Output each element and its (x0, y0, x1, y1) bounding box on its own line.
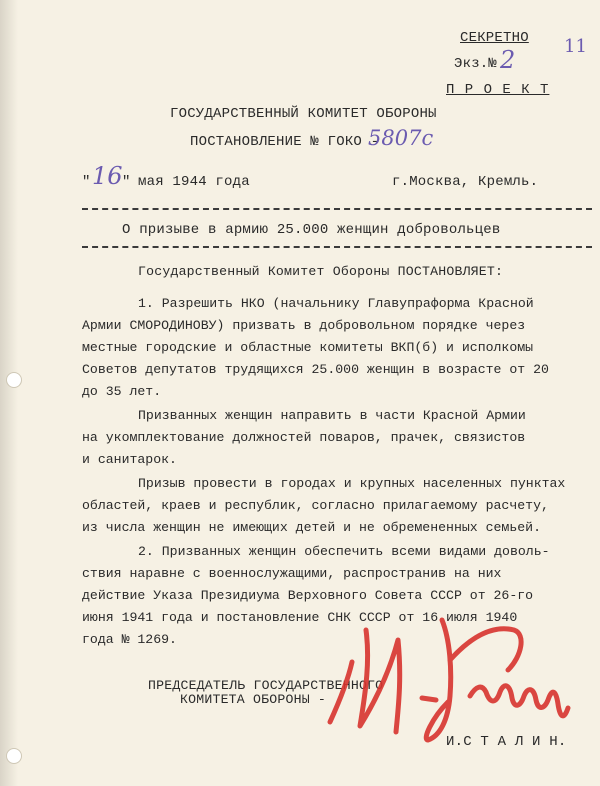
body-line: 2. Призванных женщин обеспечить всеми видами доволь- (138, 544, 550, 559)
date-close-quote: " (122, 174, 131, 190)
signatory-title-line1: ПРЕДСЕДАТЕЛЬ ГОСУДАРСТВЕННОГО (148, 678, 384, 693)
body-line: года № 1269. (82, 632, 177, 647)
place: г.Москва, Кремль. (392, 174, 539, 190)
handwritten-signature (300, 600, 590, 750)
page-edge-shadow (0, 0, 18, 786)
secret-stamp: СЕКРЕТНО (460, 30, 529, 46)
body-line: ствия наравне с военнослужащими, распространив на них (82, 566, 502, 581)
divider-bottom (82, 246, 592, 248)
body-line: июня 1941 года и постановление СНК СССР от 16 июля 1940 (82, 610, 518, 625)
binder-hole (6, 372, 22, 388)
date-day-handwritten: 16 (92, 162, 123, 190)
body-line: на укомплектование должностей поваров, прачек, связистов (82, 430, 526, 445)
body-line: 1. Разрешить НКО (начальнику Главупраформа Красной (138, 296, 534, 311)
date-month-year: мая 1944 года (138, 174, 250, 190)
divider-top (82, 208, 592, 210)
body-line: областей, краев и республик, согласно прилагаемому расчету, (82, 498, 549, 513)
committee-title: ГОСУДАРСТВЕННЫЙ КОМИТЕТ ОБОРОНЫ (170, 106, 437, 122)
decree-number-handwritten: 5807с (368, 126, 434, 150)
intro-line: Государственный Комитет Обороны ПОСТАНОВЛЯЕТ: (138, 264, 504, 279)
body-line: действие Указа Президиума Верховного Совета СССР от 26-го (82, 588, 534, 603)
body-line: из числа женщин не имеющих детей и не обремененных семьей. (82, 520, 541, 535)
decree-label: ПОСТАНОВЛЕНИЕ № ГОКО - (190, 134, 380, 150)
body-line: и санитарок. (82, 452, 177, 467)
date-open-quote: " (82, 174, 91, 190)
draft-mark: П Р О Е К Т (446, 82, 550, 98)
body-line: Армии СМОРОДИНОВУ) призвать в добровольном порядке через (82, 318, 526, 333)
signatory-name: И.С Т А Л И Н. (446, 734, 567, 750)
copy-label: Экз.№ (454, 56, 498, 72)
body-line: Призыв провести в городах и крупных населенных пунктах (138, 476, 566, 491)
body-line: местные городские и областные комитеты ВКП(б) и исполкомы (82, 340, 534, 355)
body-line: до 35 лет. (82, 384, 162, 399)
binder-hole (6, 748, 22, 764)
body-line: Советов депутатов трудящихся 25.000 женщин в возрасте от 20 (82, 362, 549, 377)
body-line: Призванных женщин направить в части Красной Армии (138, 408, 526, 423)
subject-line: О призыве в армию 25.000 женщин добровольцев (122, 222, 501, 238)
margin-mark: 11 (564, 36, 587, 57)
copy-number-handwritten: 2 (500, 46, 516, 74)
signatory-title-line2: КОМИТЕТА ОБОРОНЫ - (180, 692, 327, 707)
